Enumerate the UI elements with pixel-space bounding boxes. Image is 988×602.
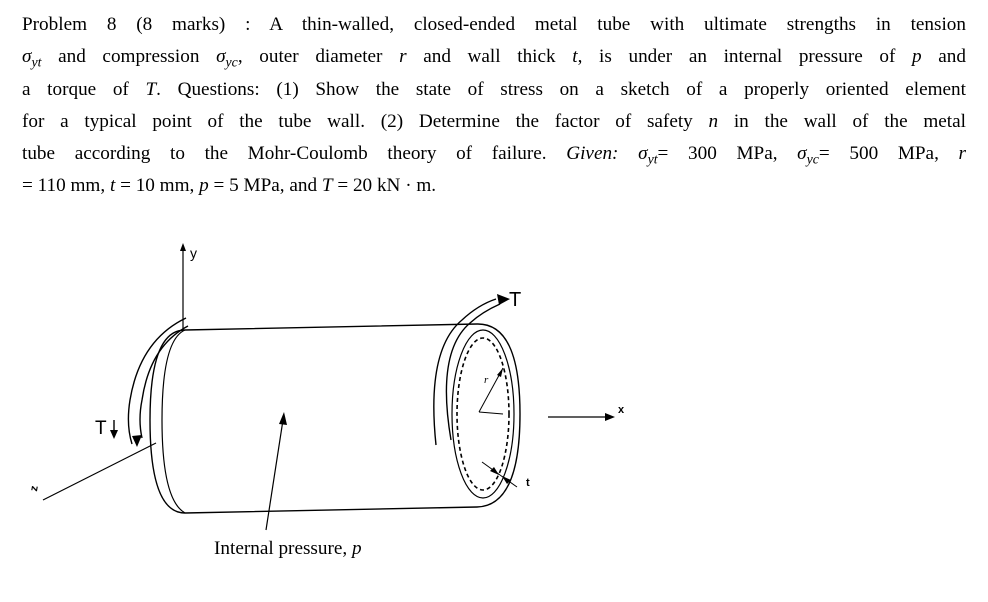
var-t: t bbox=[572, 46, 578, 68]
var-n: n bbox=[708, 110, 719, 132]
pressure-arrow bbox=[266, 412, 287, 530]
sigma-symbol: σ bbox=[22, 46, 32, 68]
problem-line-4: for a typical point of the tube wall. (2) Determine the factor of safety n in the wall of the metal bbox=[22, 110, 966, 132]
var-t: t bbox=[109, 175, 116, 197]
problem-line-1: Problem 8 (8 marks) : A thin-walled, closed-ended metal tube with ultimate strengths in tension bbox=[22, 14, 966, 35]
torque-arrow-left bbox=[95, 318, 188, 447]
thickness-indicator bbox=[482, 462, 530, 489]
yc-subscript: yc bbox=[225, 54, 238, 70]
thickness-label: t bbox=[526, 477, 530, 489]
var-T: T bbox=[145, 78, 157, 100]
y-axis bbox=[180, 243, 197, 330]
problem-line-3: a torque of T. Questions: (1) Show the state of stress on a sketch of a properly oriented element bbox=[22, 78, 966, 100]
x-axis-label: x bbox=[618, 404, 625, 416]
var-r: r bbox=[399, 46, 407, 68]
yc-subscript: yc bbox=[806, 151, 819, 167]
tube-body bbox=[150, 324, 520, 513]
problem-line-6: = 110 mm, t = 10 mm, p = 5 MPa, and T = 20 kN · m. bbox=[22, 175, 437, 197]
tube-end-cross-section bbox=[452, 330, 514, 498]
radius-indicator bbox=[479, 368, 503, 414]
pressure-caption: Internal pressure, p bbox=[214, 538, 362, 559]
var-p: p bbox=[199, 175, 209, 197]
sigma-symbol: σ bbox=[216, 46, 226, 68]
z-axis bbox=[28, 443, 156, 500]
torque-label-left: T bbox=[95, 418, 107, 439]
sigma-symbol: σ bbox=[797, 143, 807, 165]
y-axis-label: y bbox=[190, 245, 197, 261]
problem-line-2: $\sigma_{yt}$ and compression $\sigma_{yc}$, outer diameter r and wall thick t, is under an internal pressure of p and bbox=[22, 46, 966, 70]
sigma-symbol: σ bbox=[638, 143, 648, 165]
given-label: Given: bbox=[566, 143, 619, 165]
var-r: r bbox=[958, 143, 966, 165]
torque-label-right: T bbox=[509, 289, 522, 311]
problem-line-5: tube according to the Mohr-Coulomb theory of failure. Given: $\sigma_{yt}= 300$ MPa, $\sigma_{yc}= 500$ MPa, r bbox=[22, 143, 966, 167]
var-T: T bbox=[321, 175, 333, 197]
x-axis bbox=[548, 404, 625, 421]
radius-label: r bbox=[484, 374, 489, 386]
yt-subscript: yt bbox=[31, 54, 42, 70]
z-axis-label: z bbox=[28, 484, 41, 493]
yt-subscript: yt bbox=[647, 151, 658, 167]
var-p: p bbox=[912, 46, 922, 68]
